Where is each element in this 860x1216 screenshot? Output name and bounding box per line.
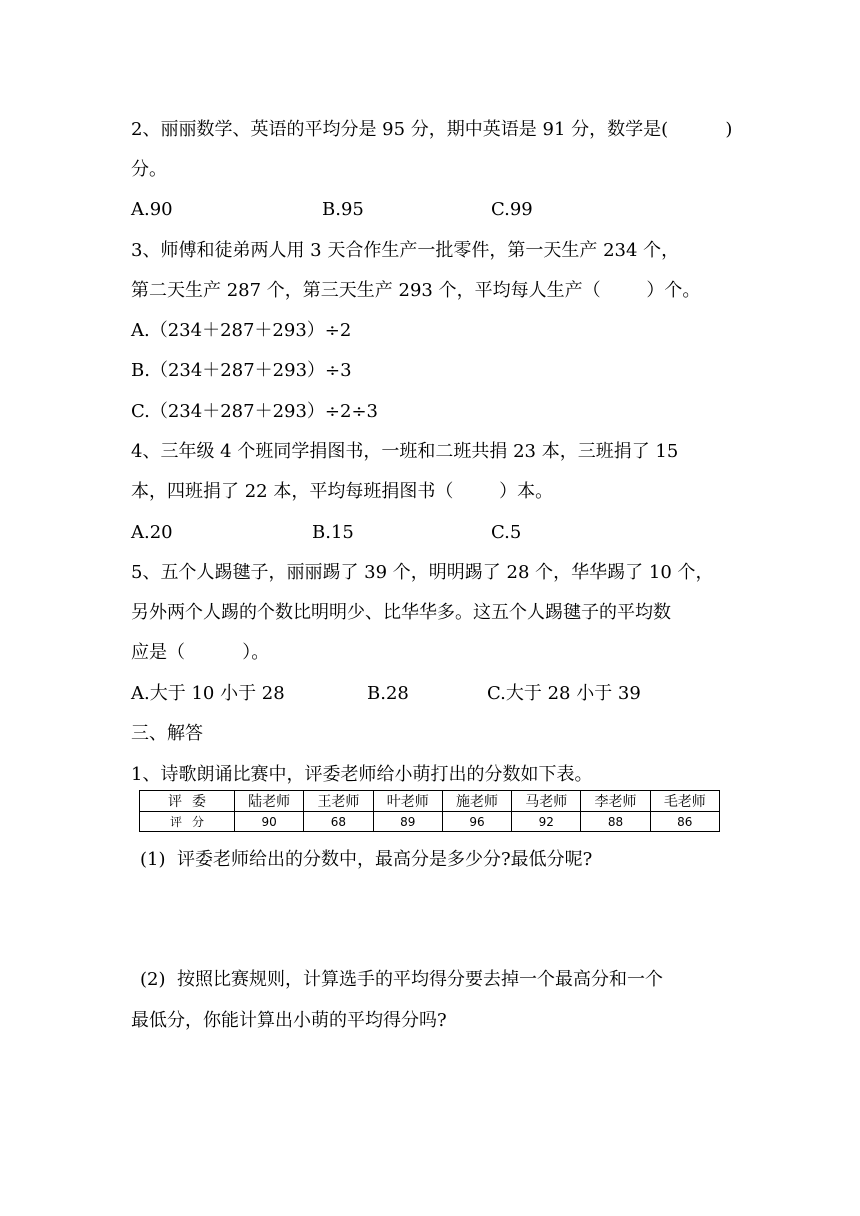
judge-cell: 陆老师	[235, 791, 304, 812]
q5-text-line1: 5、五个人踢毽子，丽丽踢了 39 个，明明踢了 28 个，华华踢了 10 个，	[131, 562, 714, 583]
q5-text-line3: 应是（ ）。	[131, 642, 270, 663]
q3-option-a: A.（234＋287＋293）÷2	[131, 320, 352, 341]
q4-text-line1: 4、三年级 4 个班同学捐图书，一班和二班共捐 23 本，三班捐了 15	[131, 441, 679, 462]
q3-option-c: C.（234＋287＋293）÷2÷3	[131, 401, 378, 422]
row-label-scores: 评分	[140, 812, 235, 832]
q5-option-a: A.大于 10 小于 28	[131, 683, 285, 704]
q5-text-line2: 另外两个人踢的个数比明明少、比华华多。这五个人踢毽子的平均数	[131, 602, 671, 623]
q2-option-c: C.99	[491, 199, 533, 220]
q3-text-line2: 第二天生产 287 个，第三天生产 293 个，平均每人生产（ ）个。	[131, 280, 701, 301]
s3-sub1-text: (1) 评委老师给出的分数中，最高分是多少分?最低分呢?	[140, 849, 593, 870]
table-row-judges	[140, 791, 720, 812]
score-cell: 90	[235, 812, 304, 832]
q3-option-b: B.（234＋287＋293）÷3	[131, 360, 352, 381]
q4-option-a: A.20	[131, 522, 173, 543]
score-cell: 68	[304, 812, 373, 832]
score-cell: 88	[581, 812, 650, 832]
q4-text-line2: 本，四班捐了 22 本，平均每班捐图书（ ）本。	[131, 481, 554, 502]
q5-option-c: C.大于 28 小于 39	[487, 683, 641, 704]
s3-sub2-line2: 最低分，你能计算出小萌的平均得分吗?	[131, 1010, 447, 1031]
score-cell: 89	[373, 812, 442, 832]
judge-cell: 施老师	[442, 791, 511, 812]
q4-option-b: B.15	[312, 522, 354, 543]
score-table	[139, 790, 720, 832]
q2-text-line2: 分。	[131, 159, 167, 180]
s3-q1-text: 1、诗歌朗诵比赛中，评委老师给小萌打出的分数如下表。	[131, 764, 593, 785]
judge-cell: 毛老师	[650, 791, 719, 812]
row-label-judges: 评委	[140, 791, 235, 812]
score-cell: 96	[442, 812, 511, 832]
score-cell: 86	[650, 812, 719, 832]
q2-text-line1: 2、丽丽数学、英语的平均分是 95 分，期中英语是 91 分，数学是( )	[131, 119, 733, 140]
judge-cell: 王老师	[304, 791, 373, 812]
q4-option-c: C.5	[491, 522, 522, 543]
judge-cell: 叶老师	[373, 791, 442, 812]
judge-cell: 马老师	[512, 791, 581, 812]
section-title: 三、解答	[131, 723, 203, 744]
q2-option-a: A.90	[131, 199, 173, 220]
judge-cell: 李老师	[581, 791, 650, 812]
q2-option-b: B.95	[322, 199, 364, 220]
score-cell: 92	[512, 812, 581, 832]
q5-option-b: B.28	[367, 683, 409, 704]
s3-sub2-line1: (2) 按照比赛规则，计算选手的平均得分要去掉一个最高分和一个	[140, 969, 663, 990]
q3-text-line1: 3、师傅和徒弟两人用 3 天合作生产一批零件，第一天生产 234 个，	[131, 240, 680, 261]
table-row-scores	[140, 812, 720, 832]
